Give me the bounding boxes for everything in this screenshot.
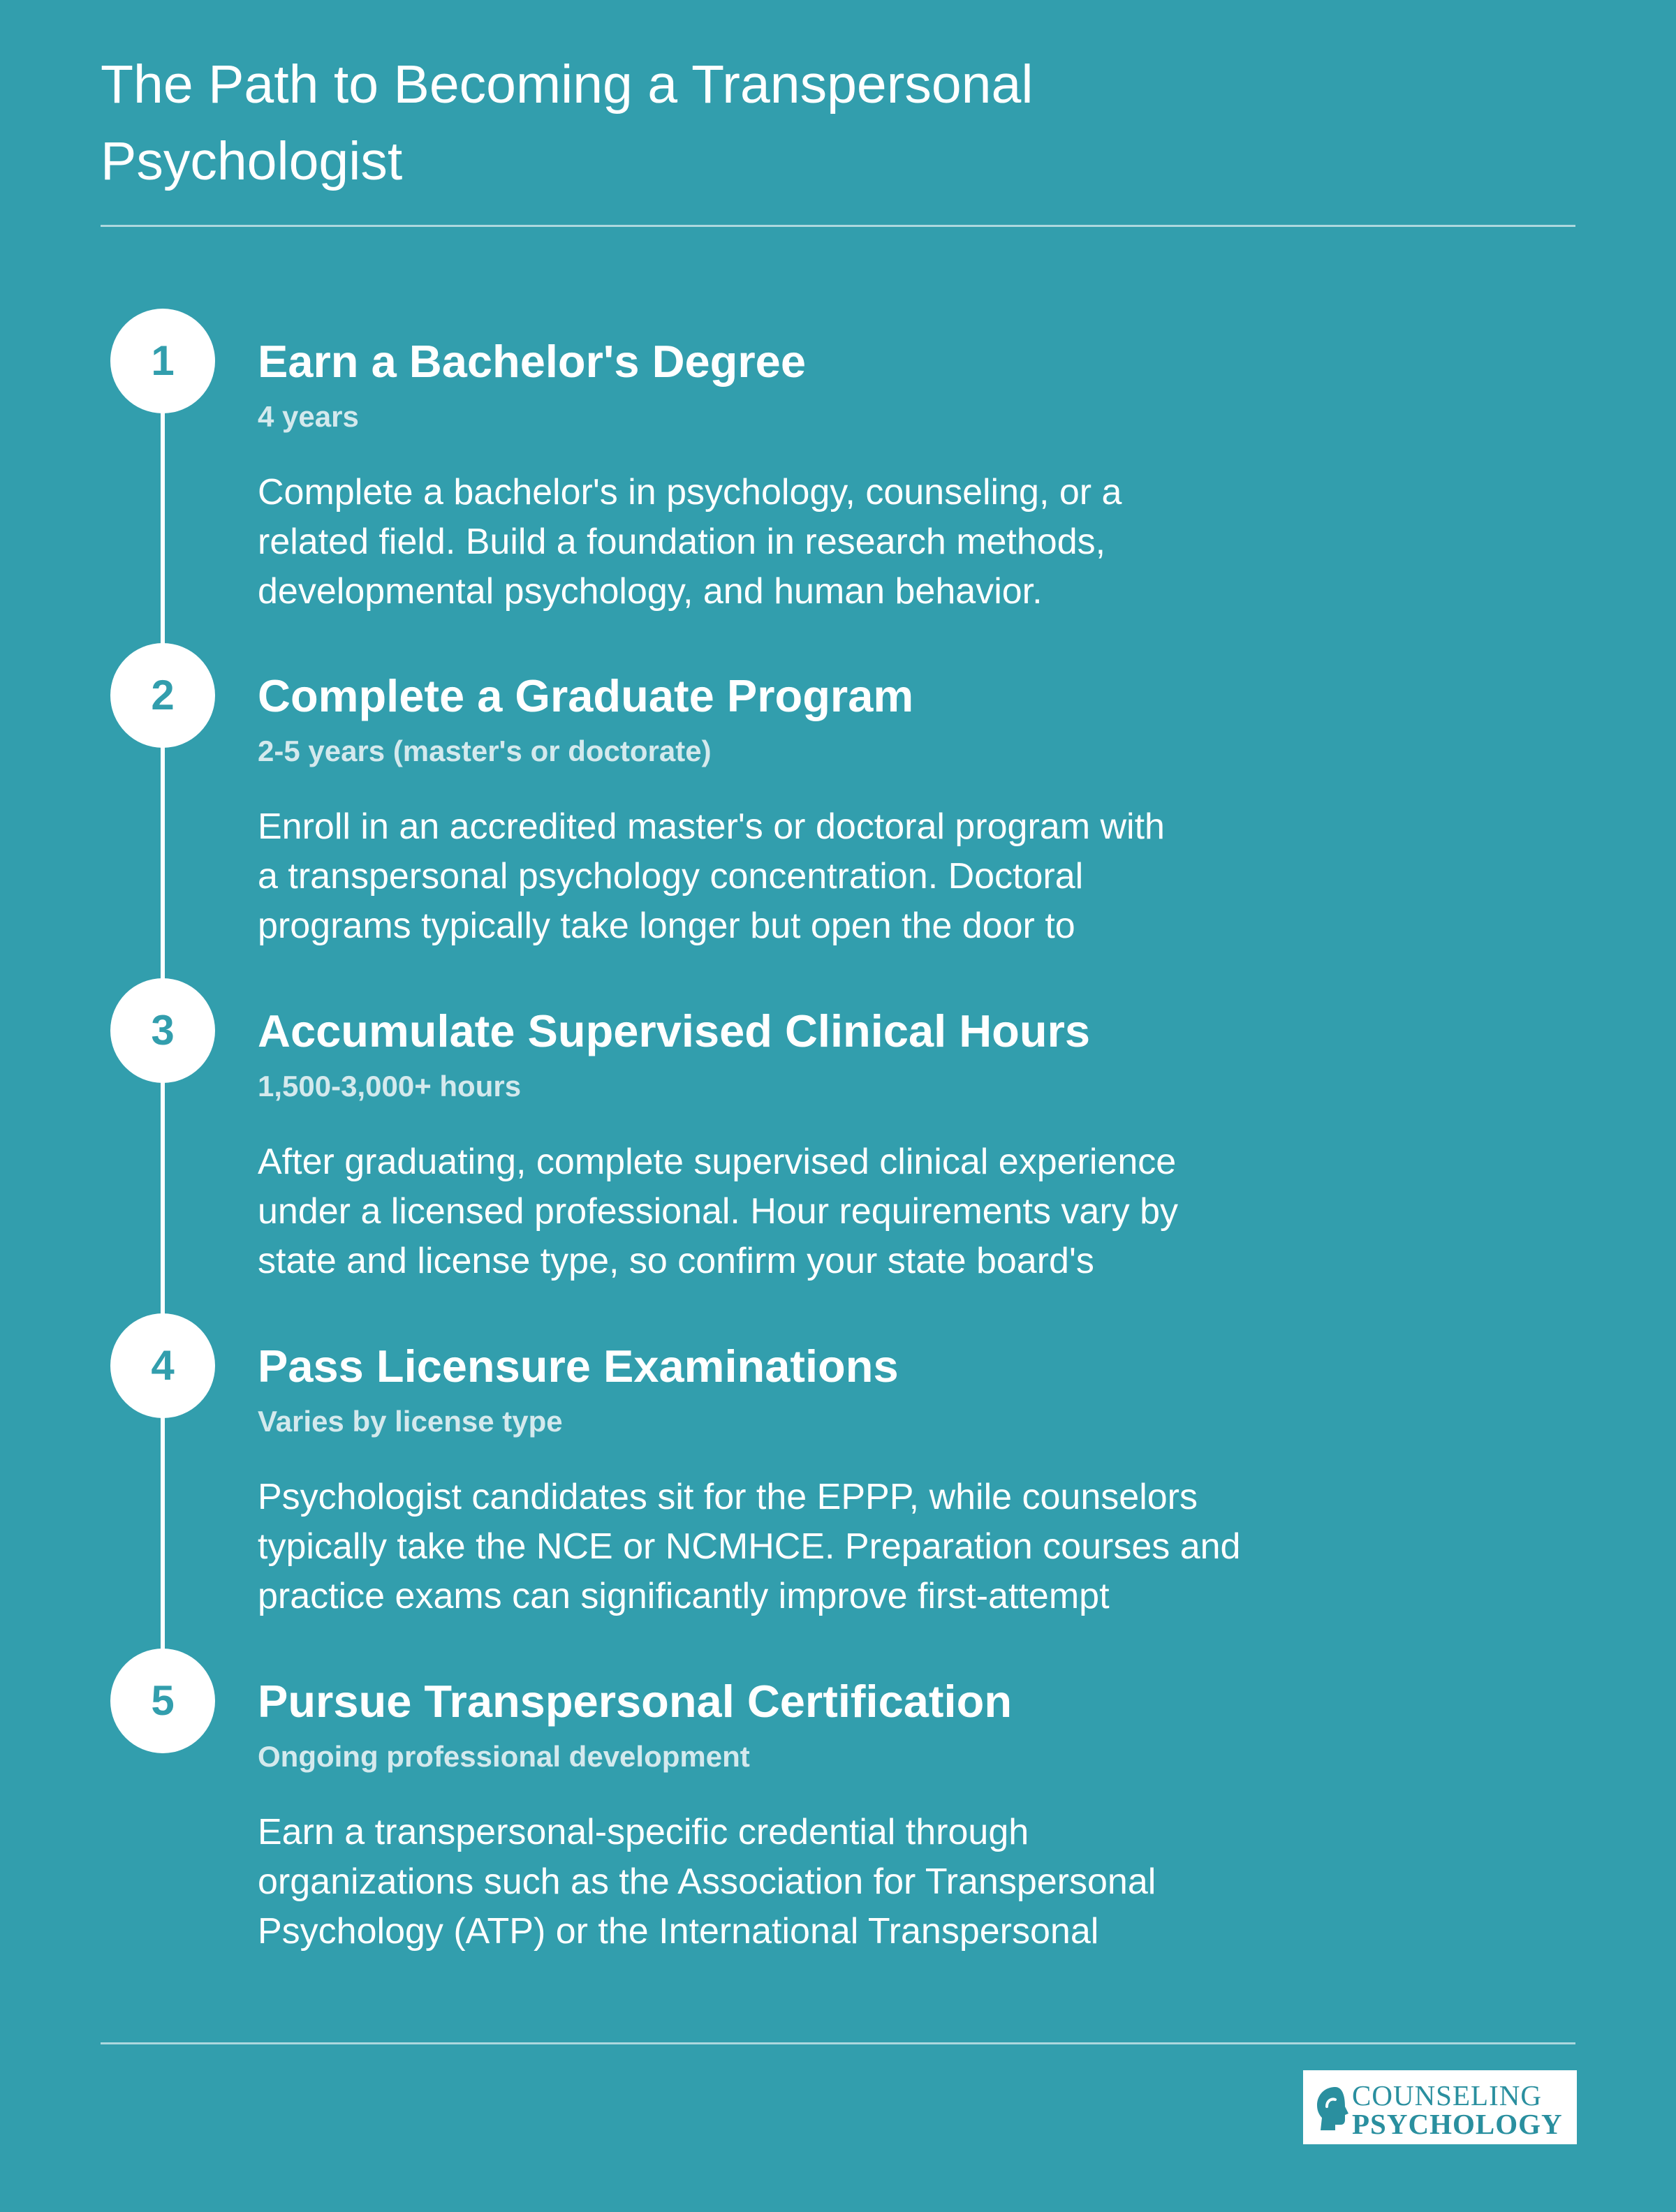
step-title: Accumulate Supervised Clinical Hours bbox=[258, 1005, 1091, 1056]
step-title: Pursue Transpersonal Certification bbox=[258, 1676, 1013, 1727]
counseling-psychology-logo bbox=[1303, 2070, 1577, 2144]
timeline-step-4 bbox=[0, 1313, 1676, 1621]
timeline-step-5 bbox=[0, 1649, 1676, 1956]
step-duration: 1,500-3,000+ hours bbox=[258, 1070, 522, 1103]
timeline-step-2 bbox=[0, 643, 1676, 950]
step-number-badge: 4 bbox=[110, 1313, 215, 1418]
step-description: Enroll in an accredited master's or doctoral program with a transpersonal psychology concentration. Doctoral programs typically take longer but open the door to bbox=[258, 806, 1165, 946]
step-description: After graduating, complete supervised clinical experience under a licensed professional. Hour requirements vary by state and license type, so confirm your state board's bbox=[258, 1142, 1179, 1281]
step-title: Pass Licensure Examinations bbox=[258, 1341, 899, 1392]
step-title: Earn a Bachelor's Degree bbox=[258, 336, 806, 387]
head-silhouette-icon bbox=[1311, 2084, 1353, 2133]
step-number-badge: 3 bbox=[110, 978, 215, 1083]
step-description: Complete a bachelor's in psychology, counseling, or a related field. Build a foundation in research methods, developmental psychology, and human behavior. bbox=[258, 472, 1122, 612]
timeline-step-1 bbox=[0, 309, 1676, 616]
step-description: Earn a transpersonal-specific credential through organizations such as the Association for Transpersonal Psychology (ATP) or the International Transpersonal bbox=[258, 1812, 1156, 1952]
step-number-badge: 1 bbox=[110, 309, 215, 413]
step-duration: 2-5 years (master's or doctorate) bbox=[258, 735, 712, 767]
logo-text-line1: COUNSELING bbox=[1352, 2079, 1542, 2111]
step-duration: 4 years bbox=[258, 400, 359, 433]
logo-text-line2: PSYCHOLOGY bbox=[1352, 2108, 1563, 2140]
page-title: The Path to Becoming a Transpersonal Psychologist bbox=[101, 54, 1034, 191]
header-divider bbox=[101, 225, 1575, 227]
step-number-badge: 5 bbox=[110, 1649, 215, 1753]
step-description: Psychologist candidates sit for the EPPP, while counselors typically take the NCE or NCMHCE. Preparation courses and practice exams can significantly improve first-attempt bbox=[258, 1477, 1241, 1616]
step-title: Complete a Graduate Program bbox=[258, 670, 914, 721]
step-duration: Ongoing professional development bbox=[258, 1740, 750, 1773]
step-number-badge: 2 bbox=[110, 643, 215, 748]
timeline-step-3 bbox=[0, 978, 1676, 1285]
footer-divider bbox=[101, 2042, 1575, 2044]
step-duration: Varies by license type bbox=[258, 1405, 563, 1438]
